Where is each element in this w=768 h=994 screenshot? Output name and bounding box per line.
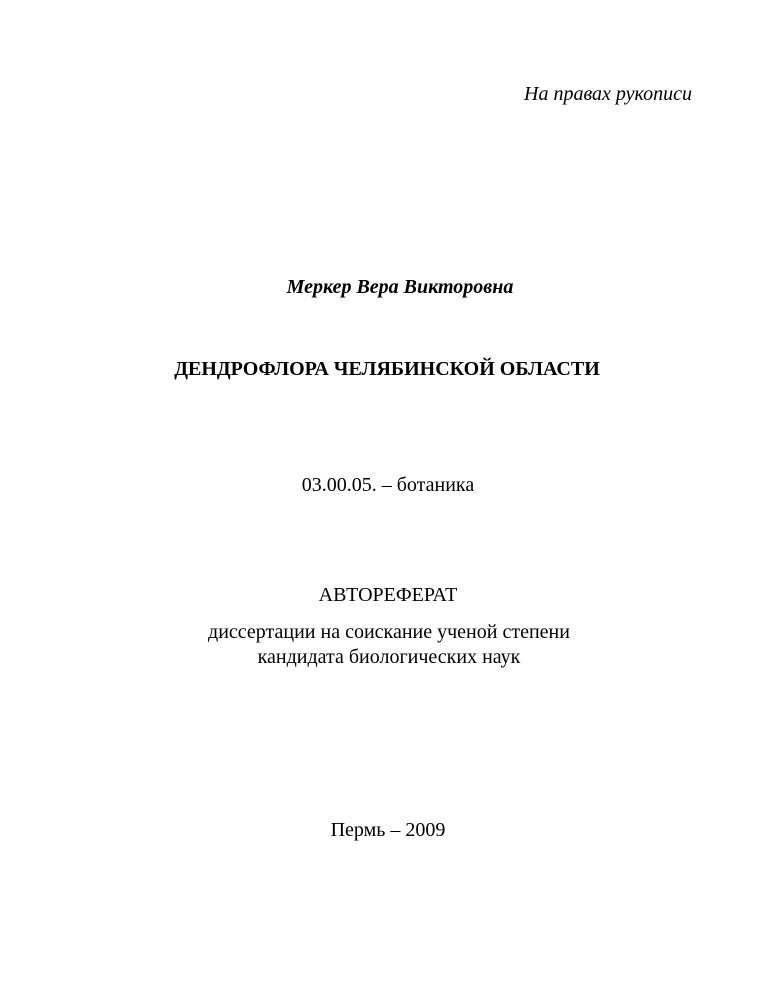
document-type: АВТОРЕФЕРАТ xyxy=(318,584,458,606)
degree-description-line-2: кандидата биологических наук xyxy=(257,646,521,668)
author-name: Меркер Вера Викторовна xyxy=(286,276,514,298)
manuscript-rights-notice: На правах рукописи xyxy=(524,83,692,105)
place-and-year: Пермь – 2009 xyxy=(330,819,446,841)
dissertation-title: ДЕНДРОФЛОРА ЧЕЛЯБИНСКОЙ ОБЛАСТИ xyxy=(174,358,600,380)
degree-description-line-1: диссертации на соискание ученой степени xyxy=(208,621,570,643)
specialty-code: 03.00.05. – ботаника xyxy=(301,474,475,496)
